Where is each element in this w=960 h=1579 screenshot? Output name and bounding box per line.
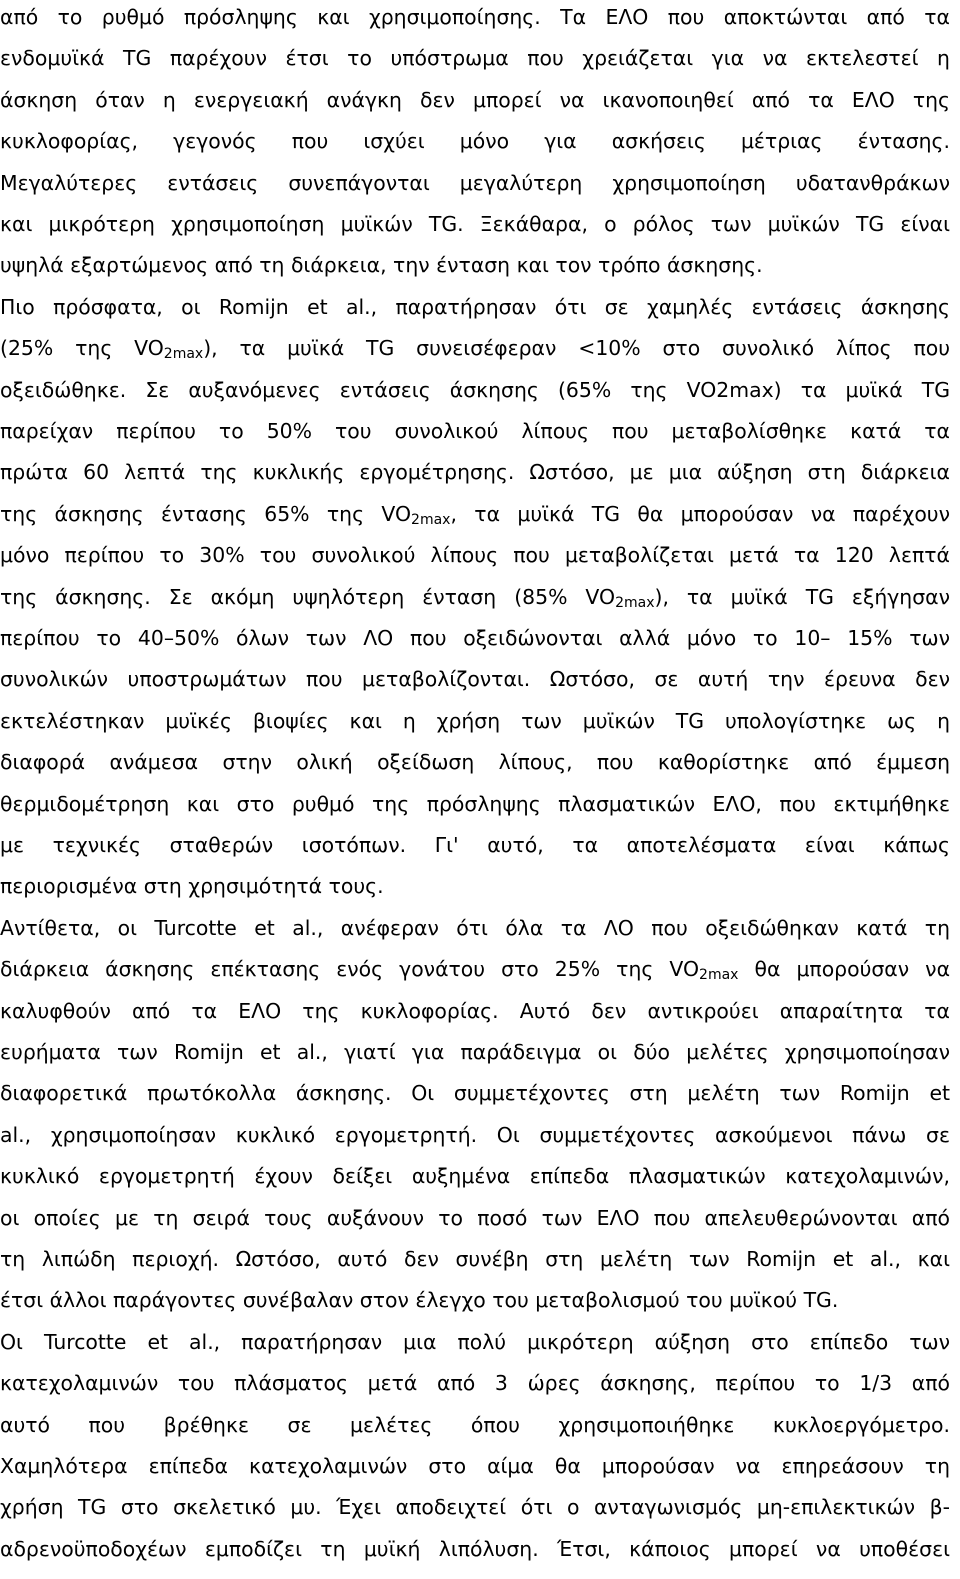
- subscript-text: 2max: [615, 594, 655, 611]
- text-segment: διαφορετικά πρωτόκολλα άσκησης. Οι συμμετέχοντες στη μελέτη των Romijn et: [0, 1081, 950, 1106]
- text-segment: ), τα μυϊκά TG εξήγησαν: [654, 584, 950, 609]
- text-line: [0, 168, 950, 198]
- text-segment: Πιο πρόσφατα, οι Romijn et al., παρατήρησαν ότι σε χαμηλές εντάσεις άσκησης: [0, 294, 950, 319]
- text-segment: οξειδώθηκε. Σε αυξανόμενες εντάσεις άσκησης (65% της VO2max) τα μυϊκά TG: [0, 377, 950, 402]
- text-line: [0, 1037, 950, 1067]
- text-line: [0, 209, 950, 239]
- text-line: [0, 250, 950, 280]
- text-line: [0, 1078, 950, 1108]
- text-line: [0, 416, 950, 446]
- text-segment: άσκηση όταν η ενεργειακή ανάγκη δεν μπορεί να ικανοποιηθεί από τα ΕΛΟ της: [0, 87, 950, 112]
- text-line: [0, 706, 950, 736]
- text-line: [0, 996, 950, 1026]
- text-segment: αδρενοϋποδοχέων εμποδίζει τη μυϊκή λιπόλυση. Έτσι, κάποιος μπορεί να υποθέσει: [0, 1536, 950, 1561]
- text-line: [0, 540, 950, 570]
- text-line: [0, 1285, 950, 1315]
- text-line: [0, 2, 950, 32]
- text-line: [0, 1410, 950, 1440]
- text-line: [0, 1368, 950, 1398]
- text-segment: , τα μυϊκά TG θα μπορούσαν να παρέχουν: [450, 501, 950, 526]
- text-segment: περιορισμένα στη χρησιμότητά τους.: [0, 874, 384, 899]
- subscript-text: 2max: [411, 511, 451, 528]
- text-segment: περίπου το 40–50% όλων των ΛΟ που οξειδώνονται αλλά μόνο το 10– 15% των: [0, 626, 950, 650]
- text-line: [0, 664, 950, 694]
- text-segment: ενδομυϊκά TG παρέχουν έτσι το υπόστρωμα που χρειάζεται για να εκτελεστεί η: [0, 46, 950, 71]
- text-segment: Οι Turcotte et al., παρατήρησαν μια πολύ μικρότερη αύξηση στο επίπεδο των: [0, 1329, 950, 1354]
- text-segment: οι οποίες με τη σειρά τους αυξάνουν το ποσό των ΕΛΟ που απελευθερώνονται από: [0, 1205, 950, 1230]
- text-line: [0, 954, 950, 984]
- text-segment: τη λιπώδη περιοχή. Ωστόσο, αυτό δεν συνέβη στη μελέτη των Romijn et al., και: [0, 1247, 950, 1271]
- text-line: [0, 375, 950, 405]
- text-segment: υψηλά εξαρτώμενος από τη διάρκεια, την ένταση και τον τρόπο άσκησης.: [0, 253, 763, 278]
- text-line: [0, 1492, 950, 1522]
- text-line: [0, 457, 950, 487]
- text-segment: αυτό που βρέθηκε σε μελέτες όπου χρησιμοποιήθηκε κυκλοεργόμετρο.: [0, 1412, 950, 1437]
- text-line: [0, 1120, 950, 1150]
- text-segment: θερμιδομέτρηση και στο ρυθμό της πρόσληψης πλασματικών ΕΛΟ, που εκτιμήθηκε: [0, 791, 950, 816]
- text-line: [0, 126, 950, 156]
- text-segment: πρώτα 60 λεπτά της κυκλικής εργομέτρησης. Ωστόσο, με μια αύξηση στη διάρκεια: [0, 460, 950, 485]
- text-segment: al., χρησιμοποίησαν κυκλικό εργομετρητή. Οι συμμετέχοντες ασκούμενοι πάνω σε: [0, 1122, 950, 1147]
- text-line: [0, 499, 950, 529]
- text-line: [0, 871, 950, 901]
- text-line: [0, 830, 950, 860]
- text-segment: κατεχολαμινών του πλάσματος μετά από 3 ώρες άσκησης, περίπου το 1/3 από: [0, 1371, 950, 1396]
- text-segment: εκτελέστηκαν μυϊκές βιοψίες και η χρήση των μυϊκών TG υπολογίστηκε ως η: [0, 708, 950, 733]
- text-line: [0, 1327, 950, 1357]
- text-segment: διάρκεια άσκησης επέκτασης ενός γονάτου στο 25% της VO: [0, 957, 700, 982]
- text-line: [0, 789, 950, 819]
- text-segment: ευρήματα των Romijn et al., γιατί για παράδειγμα οι δύο μελέτες χρησιμοποίησαν: [0, 1040, 950, 1064]
- subscript-text: 2max: [699, 967, 739, 984]
- text-line: [0, 1534, 950, 1564]
- text-line: [0, 1451, 950, 1481]
- text-segment: μόνο περίπου το 30% του συνολικού λίπους που μεταβολίζεται μετά τα 120 λεπτά: [0, 543, 950, 568]
- text-segment: συνολικών υποστρωμάτων που μεταβολίζονται. Ωστόσο, σε αυτή την έρευνα δεν: [0, 667, 950, 692]
- text-segment: καλυφθούν από τα ΕΛΟ της κυκλοφορίας. Αυτό δεν αντικρούει απαραίτητα τα: [0, 998, 950, 1023]
- text-segment: κυκλοφορίας, γεγονός που ισχύει μόνο για ασκήσεις μέτριας έντασης.: [0, 129, 950, 154]
- text-segment: από το ρυθμό πρόσληψης και χρησιμοποίησης. Τα ΕΛΟ που αποκτώνται από τα: [0, 5, 950, 29]
- text-segment: Χαμηλότερα επίπεδα κατεχολαμινών στο αίμα θα μπορούσαν να επηρεάσουν τη: [0, 1454, 950, 1478]
- text-line: [0, 1161, 950, 1191]
- text-segment: κυκλικό εργομετρητή έχουν δείξει αυξημένα επίπεδα πλασματικών κατεχολαμινών,: [0, 1164, 950, 1189]
- subscript-text: 2max: [163, 346, 204, 363]
- text-segment: έτσι άλλοι παράγοντες συνέβαλαν στον έλεγχο του μεταβολισμού του μυϊκού TG.: [0, 1288, 839, 1313]
- text-segment: ), τα μυϊκά TG συνεισέφεραν <10% στο συνολικό λίπος που: [203, 336, 951, 361]
- text-line: [0, 85, 950, 115]
- text-line: [0, 292, 950, 322]
- text-segment: της άσκησης. Σε ακόμη υψηλότερη ένταση (85% VO: [0, 584, 616, 609]
- text-segment: παρείχαν περίπου το 50% του συνολικού λίπους που μεταβολίσθηκε κατά τα: [0, 419, 950, 443]
- text-line: [0, 623, 950, 653]
- text-segment: και μικρότερη χρησιμοποίηση μυϊκών TG. Ξεκάθαρα, ο ρόλος των μυϊκών TG είναι: [0, 212, 950, 236]
- text-line: [0, 913, 950, 943]
- text-segment: Αντίθετα, οι Turcotte et al., ανέφεραν ότι όλα τα ΛΟ που οξειδώθηκαν κατά τη: [0, 915, 950, 940]
- text-segment: θα μπορούσαν να: [738, 957, 951, 982]
- text-line: [0, 582, 950, 612]
- text-line: [0, 43, 950, 73]
- text-line: [0, 747, 950, 777]
- text-segment: διαφορά ανάμεσα στην ολική οξείδωση λίπους, που καθορίστηκε από έμμεση: [0, 750, 950, 775]
- text-line: [0, 1203, 950, 1233]
- text-line: [0, 1244, 950, 1274]
- text-segment: της άσκησης έντασης 65% της VO: [0, 501, 412, 526]
- text-segment: χρήση TG στο σκελετικό μυ. Έχει αποδειχτεί ότι ο ανταγωνισμός μη-επιλεκτικών β-: [0, 1495, 950, 1520]
- text-segment: με τεχνικές σταθερών ισοτόπων. Γι' αυτό, τα αποτελέσματα είναι κάπως: [0, 833, 950, 857]
- text-line: [0, 333, 950, 363]
- text-segment: Μεγαλύτερες εντάσεις συνεπάγονται μεγαλύτερη χρησιμοποίηση υδατανθράκων: [0, 170, 950, 195]
- text-segment: (25% της VO: [0, 336, 164, 361]
